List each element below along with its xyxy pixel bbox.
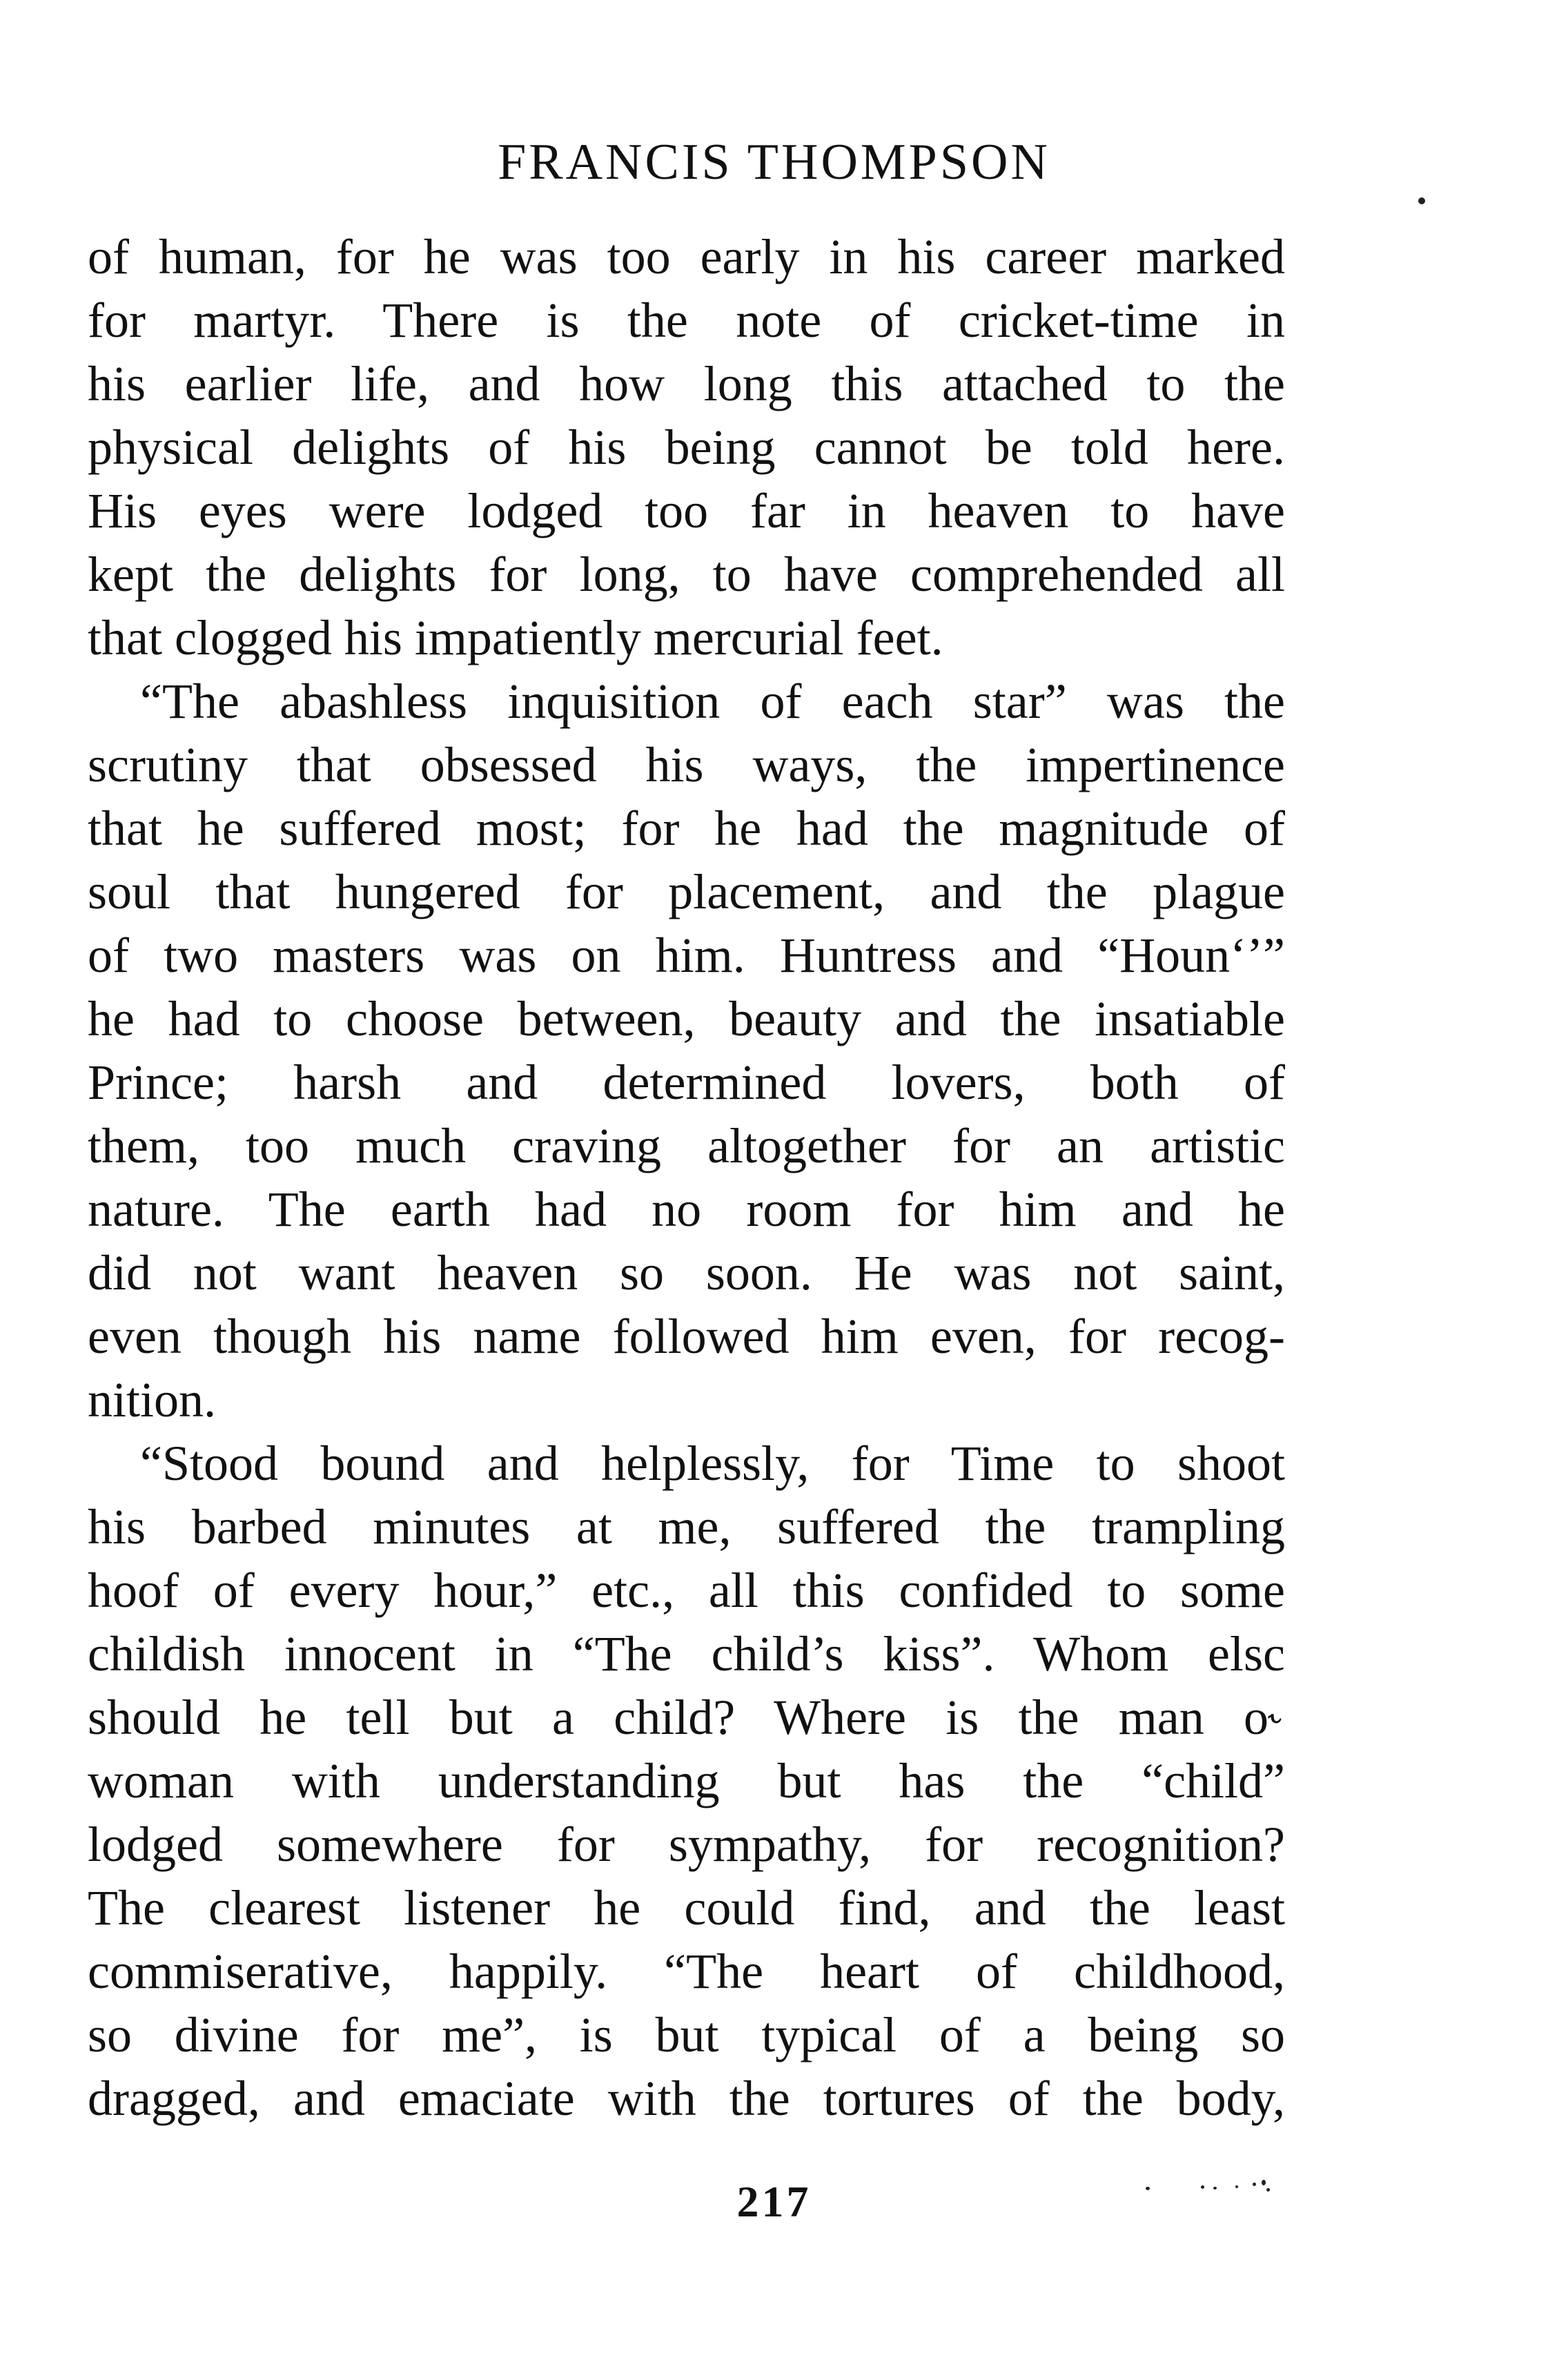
print-speck: [1253, 2183, 1256, 2186]
text-line: nition.: [88, 1372, 217, 1427]
text-line: he had to choose between, beauty and the insatiable: [88, 991, 1285, 1046]
print-speck: [1201, 2185, 1204, 2189]
page-number: 217: [736, 2177, 812, 2226]
text-line: them, too much craving altogether for an artistic: [88, 1118, 1285, 1173]
text-line: should he tell but a child? Where is the man o˞: [88, 1690, 1285, 1745]
print-speck: [1418, 197, 1425, 204]
text-line: The clearest listener he could find, and the least: [88, 1880, 1285, 1935]
body-text: [88, 225, 1285, 2130]
text-line: his barbed minutes at me, suffered the trampling: [88, 1499, 1285, 1554]
text-line: “The abashless inquisition of each star” was the: [140, 674, 1285, 729]
text-line: even though his name followed him even, for recog-: [88, 1309, 1285, 1364]
text-line: childish innocent in “The child’s kiss”. Whom elsc: [88, 1626, 1285, 1681]
text-line: that he suffered most; for he had the magnitude of: [88, 801, 1285, 856]
print-speck: [1262, 2180, 1266, 2185]
print-speck: [1213, 2187, 1217, 2189]
text-line: dragged, and emaciate with the tortures of the body,: [88, 2071, 1285, 2126]
print-speck: [1266, 2188, 1270, 2192]
text-line: lodged somewhere for sympathy, for recognition?: [88, 1817, 1285, 1872]
text-line: woman with understanding but has the “child”: [88, 1753, 1285, 1808]
text-line: nature. The earth had no room for him and he: [88, 1182, 1285, 1237]
text-line: Prince; harsh and determined lovers, both of: [88, 1055, 1285, 1110]
text-line: of two masters was on him. Huntress and “Hounʻʼ”: [88, 928, 1285, 983]
print-speck: [1146, 2187, 1150, 2190]
text-line: “Stood bound and helplessly, for Time to shoot: [140, 1436, 1285, 1491]
text-line: of human, for he was too early in his career marked: [88, 229, 1285, 284]
text-line: that clogged his impatiently mercurial feet.: [88, 610, 943, 665]
text-line: His eyes were lodged too far in heaven to have: [88, 483, 1285, 538]
text-line: did not want heaven so soon. He was not saint,: [88, 1245, 1285, 1300]
text-line: hoof of every hour,” etc., all this confided to some: [88, 1563, 1285, 1618]
print-speck: [1235, 2185, 1238, 2188]
text-line: so divine for me”, is but typical of a being so: [88, 2007, 1285, 2062]
text-line: scrutiny that obsessed his ways, the impertinence: [88, 737, 1285, 792]
running-title: FRANCIS THOMPSON: [498, 134, 1050, 191]
text-line: kept the delights for long, to have comprehended all: [88, 547, 1285, 602]
text-line: his earlier life, and how long this attached to the: [88, 356, 1285, 411]
text-line: for martyr. There is the note of cricket-time in: [88, 293, 1285, 348]
text-line: commiserative, happily. “The heart of childhood,: [88, 1944, 1285, 1999]
text-line: soul that hungered for placement, and the plague: [88, 864, 1285, 919]
text-line: physical delights of his being cannot be told here.: [88, 420, 1285, 475]
